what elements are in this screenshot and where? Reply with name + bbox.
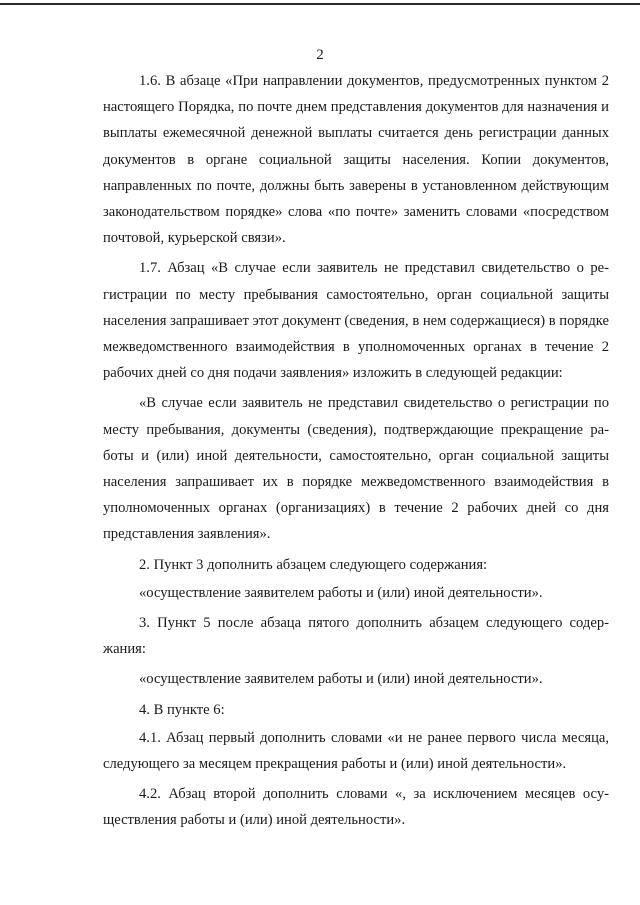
paragraph-2: 2. Пункт 3 дополнить абзацем следующего содержания: — [139, 556, 488, 573]
paragraph-2-quote: «осуществление заявителем работы и (или) иной деятельности». — [139, 584, 543, 601]
page-number: 2 — [316, 47, 324, 63]
paragraph-4-1: 4.1. Абзац первый дополнить словами «и не ранее первого числа месяца, следующего за месяцем прекращения работы и (или) иной деятельности». — [103, 729, 609, 773]
document-body — [103, 68, 609, 838]
paragraph-4-2: 4.2. Абзац второй дополнить словами «, за исключением месяцев осуществления работы и (или) иной деятельности». — [103, 786, 609, 829]
top-rule — [0, 3, 640, 5]
paragraph-3: 3. Пункт 5 после абзаца пятого дополнить абзацем следующего содержания: — [103, 615, 609, 658]
paragraph-new-wording: «В случае если заявитель не представил свидетельство о регистрации по месту пребывания, документы (сведения), подтверждающие прекращение работы и (или) иной деятельности, самостоятельно, орган социальной защиты населения запрашивает их в порядке межведомственного взаимодействия в уполномоченных органах (организациях) в течение 2 рабочих дней со дня представления заявления». — [103, 395, 609, 543]
paragraph-1-6: 1.6. В абзаце «При направлении документов, предусмотренных пунктом 2 настоящего Порядка, по почте днем представления документов для назначения и выплаты ежемесячной денежной выплаты считается день регистрации данных документов в органе социальной защиты населения. Копии документов, направленных по почте, должны быть заверены в установленном действующим законодательством порядке» слова «по почте» заменить словами «посредством почтовой, курьерской связи». — [103, 73, 609, 247]
paragraph-1-7: 1.7. Абзац «В случае если заявитель не представил свидетельство о регистрации по месту пребывания самостоятельно, орган социальной защиты населения запрашивает этот документ (сведения, в нем содержащиеся) в порядке межведомственного взаимодействия в уполномоченных органах в течение 2 рабочих дней со дня подачи заявления» изложить в следующей редакции: — [103, 260, 610, 382]
paragraph-4: 4. В пункте 6: — [139, 701, 225, 718]
paragraph-3-quote: «осуществление заявителем работы и (или) иной деятельности». — [139, 671, 543, 688]
